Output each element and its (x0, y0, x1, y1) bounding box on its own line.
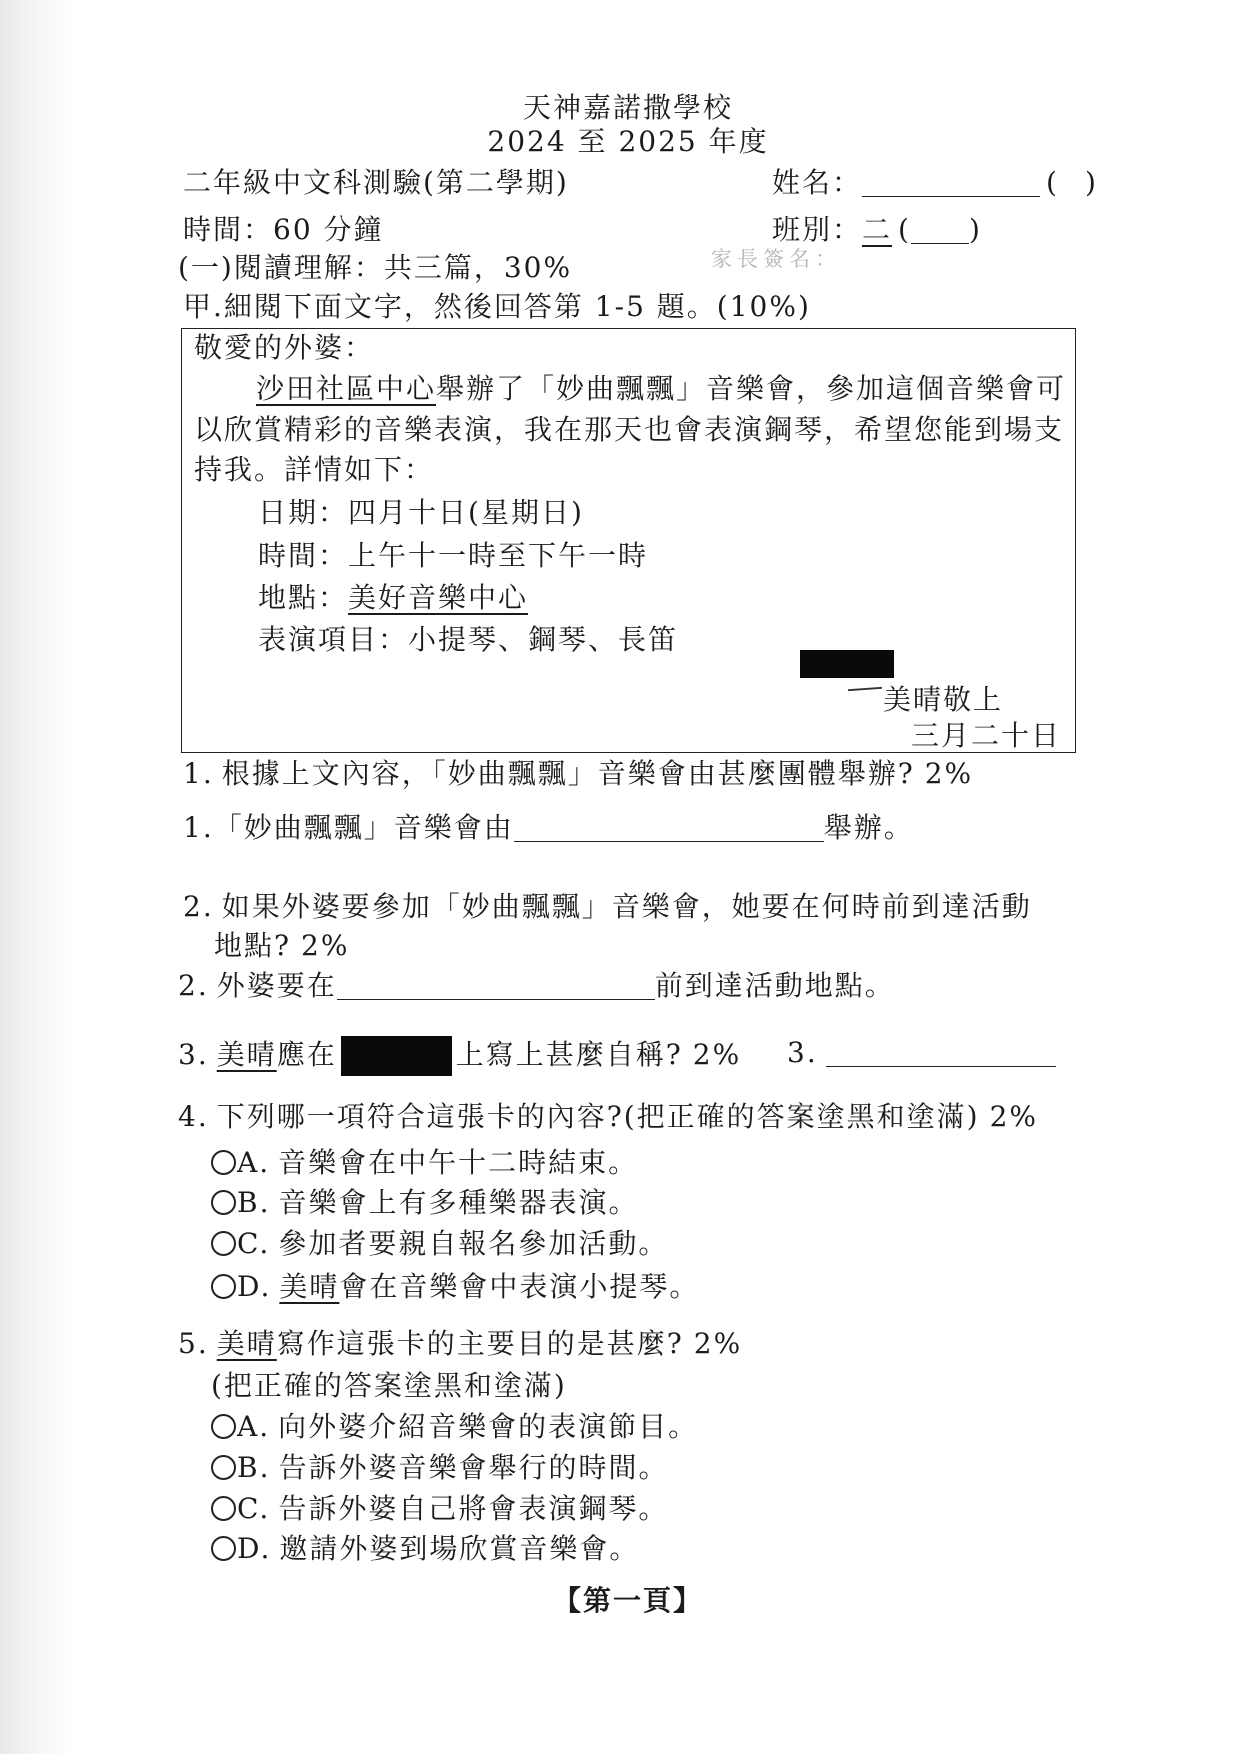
option-label: D. (237, 1532, 272, 1565)
venue-value: 美好音樂中心 (348, 581, 529, 614)
sender-name-ref: 美晴 (216, 1038, 277, 1071)
question-3 (178, 1036, 741, 1076)
option-text: 告訴外婆音樂會舉行的時間。 (278, 1451, 669, 1484)
answer-bubble (211, 1231, 236, 1256)
answer-bubble (211, 1150, 236, 1175)
option-label: C. (237, 1227, 271, 1260)
option-text: 邀請外婆到場欣賞音樂會。 (279, 1532, 640, 1565)
class-label: 班別： (772, 213, 863, 246)
answer-bubble (211, 1190, 236, 1215)
answer-bubble (211, 1496, 236, 1521)
redaction-box (800, 650, 894, 678)
answer-bubble (211, 1414, 236, 1439)
part-instruction: 甲.細閱下面文字，然後回答第 1-5 題。(10%) (183, 290, 811, 323)
letter-signoff (883, 683, 1003, 717)
letter-salutation: 敬愛的外婆： (194, 331, 375, 364)
question-marks: 2% (693, 1327, 743, 1360)
option-b (211, 1186, 639, 1220)
answer-blank (514, 817, 824, 842)
question-2 (183, 890, 1032, 924)
question-prompt: 根據上文內容，「妙曲飄飄」音樂會由甚麼團體舉辦? (221, 757, 915, 790)
answer-text-before: 外婆要在 (216, 969, 337, 1002)
option-c (211, 1227, 668, 1261)
sender-name-ref: 美晴 (279, 1270, 340, 1303)
class-paren-close: ) (968, 213, 982, 246)
answer-bubble (211, 1274, 236, 1299)
option-text: 音樂會上有多種樂器表演。 (278, 1186, 639, 1219)
class-blank (911, 219, 969, 244)
school-name: 天神嘉諾撒學校 (522, 91, 733, 124)
question-4 (178, 1100, 1038, 1134)
sender-name: 美晴 (883, 683, 944, 716)
question-number: 1. (183, 757, 214, 790)
name-label: 姓名： (772, 166, 863, 199)
date-label: 日期： (258, 496, 349, 529)
answer-bubble (211, 1536, 236, 1561)
question-1 (183, 757, 973, 791)
detail-venue (258, 581, 528, 615)
answer-text-after: 前到達活動地點。 (654, 969, 895, 1002)
section-title: (一)閱讀理解：共三篇，30% (178, 251, 573, 284)
option-d (211, 1270, 699, 1304)
answer-number: 3. (787, 1036, 818, 1069)
answer-2 (178, 969, 895, 1003)
letter-line-3: 持我。詳情如下： (194, 453, 435, 486)
option-text: 向外婆介紹音樂會的表演節目。 (278, 1410, 699, 1443)
letter-line-1 (256, 372, 1066, 406)
detail-time (258, 539, 648, 573)
time-label: 時間： (258, 539, 349, 572)
question-marks: 2% (692, 1038, 742, 1071)
venue-label: 地點： (258, 581, 349, 614)
answer-number: 1. (183, 811, 214, 844)
items-label: 表演項目： (258, 623, 409, 656)
exam-title: 二年級中文科測驗(第二學期) (183, 166, 569, 199)
letter-line-2: 以欣賞精彩的音樂表演，我在那天也會表演鋼琴，希望您能到場支 (194, 413, 1065, 446)
answer-3 (787, 1036, 1056, 1070)
class-row (772, 213, 982, 247)
answer-bubble (211, 1455, 236, 1480)
time-value: 上午十一時至下午一時 (348, 539, 649, 572)
class-paren-open: ( (898, 213, 911, 246)
option-d (211, 1532, 639, 1566)
answer-blank (826, 1042, 1056, 1067)
organizer-name: 沙田社區中心 (256, 372, 437, 405)
question-prompt-line-1: 如果外婆要參加「妙曲飄飄」音樂會，她要在何時前到達活動 (221, 890, 1032, 923)
question-number: 2. (183, 890, 214, 923)
option-label: A. (237, 1410, 271, 1443)
question-prompt: 下列哪一項符合這張卡的內容?(把正確的答案塗黑和塗滿) (216, 1100, 980, 1133)
sender-name-ref: 美晴 (216, 1327, 277, 1360)
class-number-paren-open: ( (1046, 166, 1059, 199)
parent-signature-label: 家長簽名： (711, 247, 841, 271)
question-number: 5. (178, 1327, 209, 1360)
scan-shadow (0, 0, 70, 1754)
option-label: C. (237, 1492, 271, 1525)
question-number: 3. (178, 1038, 209, 1071)
redaction-box (341, 1036, 452, 1076)
option-a (211, 1410, 698, 1444)
answer-text-before: 「妙曲飄飄」音樂會由 (213, 811, 514, 844)
option-c (211, 1492, 668, 1526)
signoff-text: 敬上 (943, 683, 1004, 716)
answer-blank (337, 975, 655, 1000)
option-text: 告訴外婆自己將會表演鋼琴。 (278, 1492, 669, 1525)
question-prompt-line-2: 地點? (214, 929, 292, 962)
letter-line-1-text: 舉辦了「妙曲飄飄」音樂會，參加這個音樂會可 (436, 372, 1067, 405)
name-blank (862, 172, 1040, 197)
question-5-instruction: (把正確的答案塗黑和塗滿) (211, 1369, 567, 1402)
option-label: D. (237, 1270, 272, 1303)
letter-date: 三月二十日 (911, 719, 1062, 752)
option-text: 會在音樂會中表演小提琴。 (339, 1270, 700, 1303)
school-year: 2024 至 2025 年度 (487, 125, 769, 158)
exam-duration: 時間：60 分鐘 (183, 213, 384, 246)
option-b (211, 1451, 669, 1485)
date-value: 四月十日(星期日) (348, 496, 584, 529)
detail-items (258, 623, 678, 657)
question-marks: 2% (301, 929, 350, 962)
option-label: A. (237, 1146, 271, 1179)
class-number-paren-close: ) (1084, 166, 1098, 199)
option-text: 音樂會在中午十二時結束。 (278, 1146, 639, 1179)
option-label: B. (237, 1186, 271, 1219)
option-a (211, 1146, 638, 1180)
question-5 (178, 1327, 742, 1361)
question-marks: 2% (924, 757, 974, 790)
answer-number: 2. (178, 969, 209, 1002)
question-number: 4. (178, 1100, 209, 1133)
student-name-row (772, 166, 1098, 200)
answer-1 (183, 811, 914, 845)
class-grade: 二 (862, 213, 893, 246)
option-label: B. (237, 1451, 271, 1484)
question-prompt-before: 應在 (276, 1038, 337, 1071)
answer-text-after: 舉辦。 (823, 811, 914, 844)
option-text: 參加者要親自報名參加活動。 (278, 1227, 669, 1260)
page-number: 【第一頁】 (552, 1584, 703, 1617)
question-prompt: 寫作這張卡的主要目的是甚麼? (276, 1327, 684, 1360)
detail-date (258, 496, 584, 530)
question-prompt-after: 上寫上甚麼自稱? (455, 1038, 683, 1071)
items-value: 小提琴、鋼琴、長笛 (408, 623, 679, 656)
question-marks: 2% (989, 1100, 1039, 1133)
question-2-continued (214, 929, 349, 963)
